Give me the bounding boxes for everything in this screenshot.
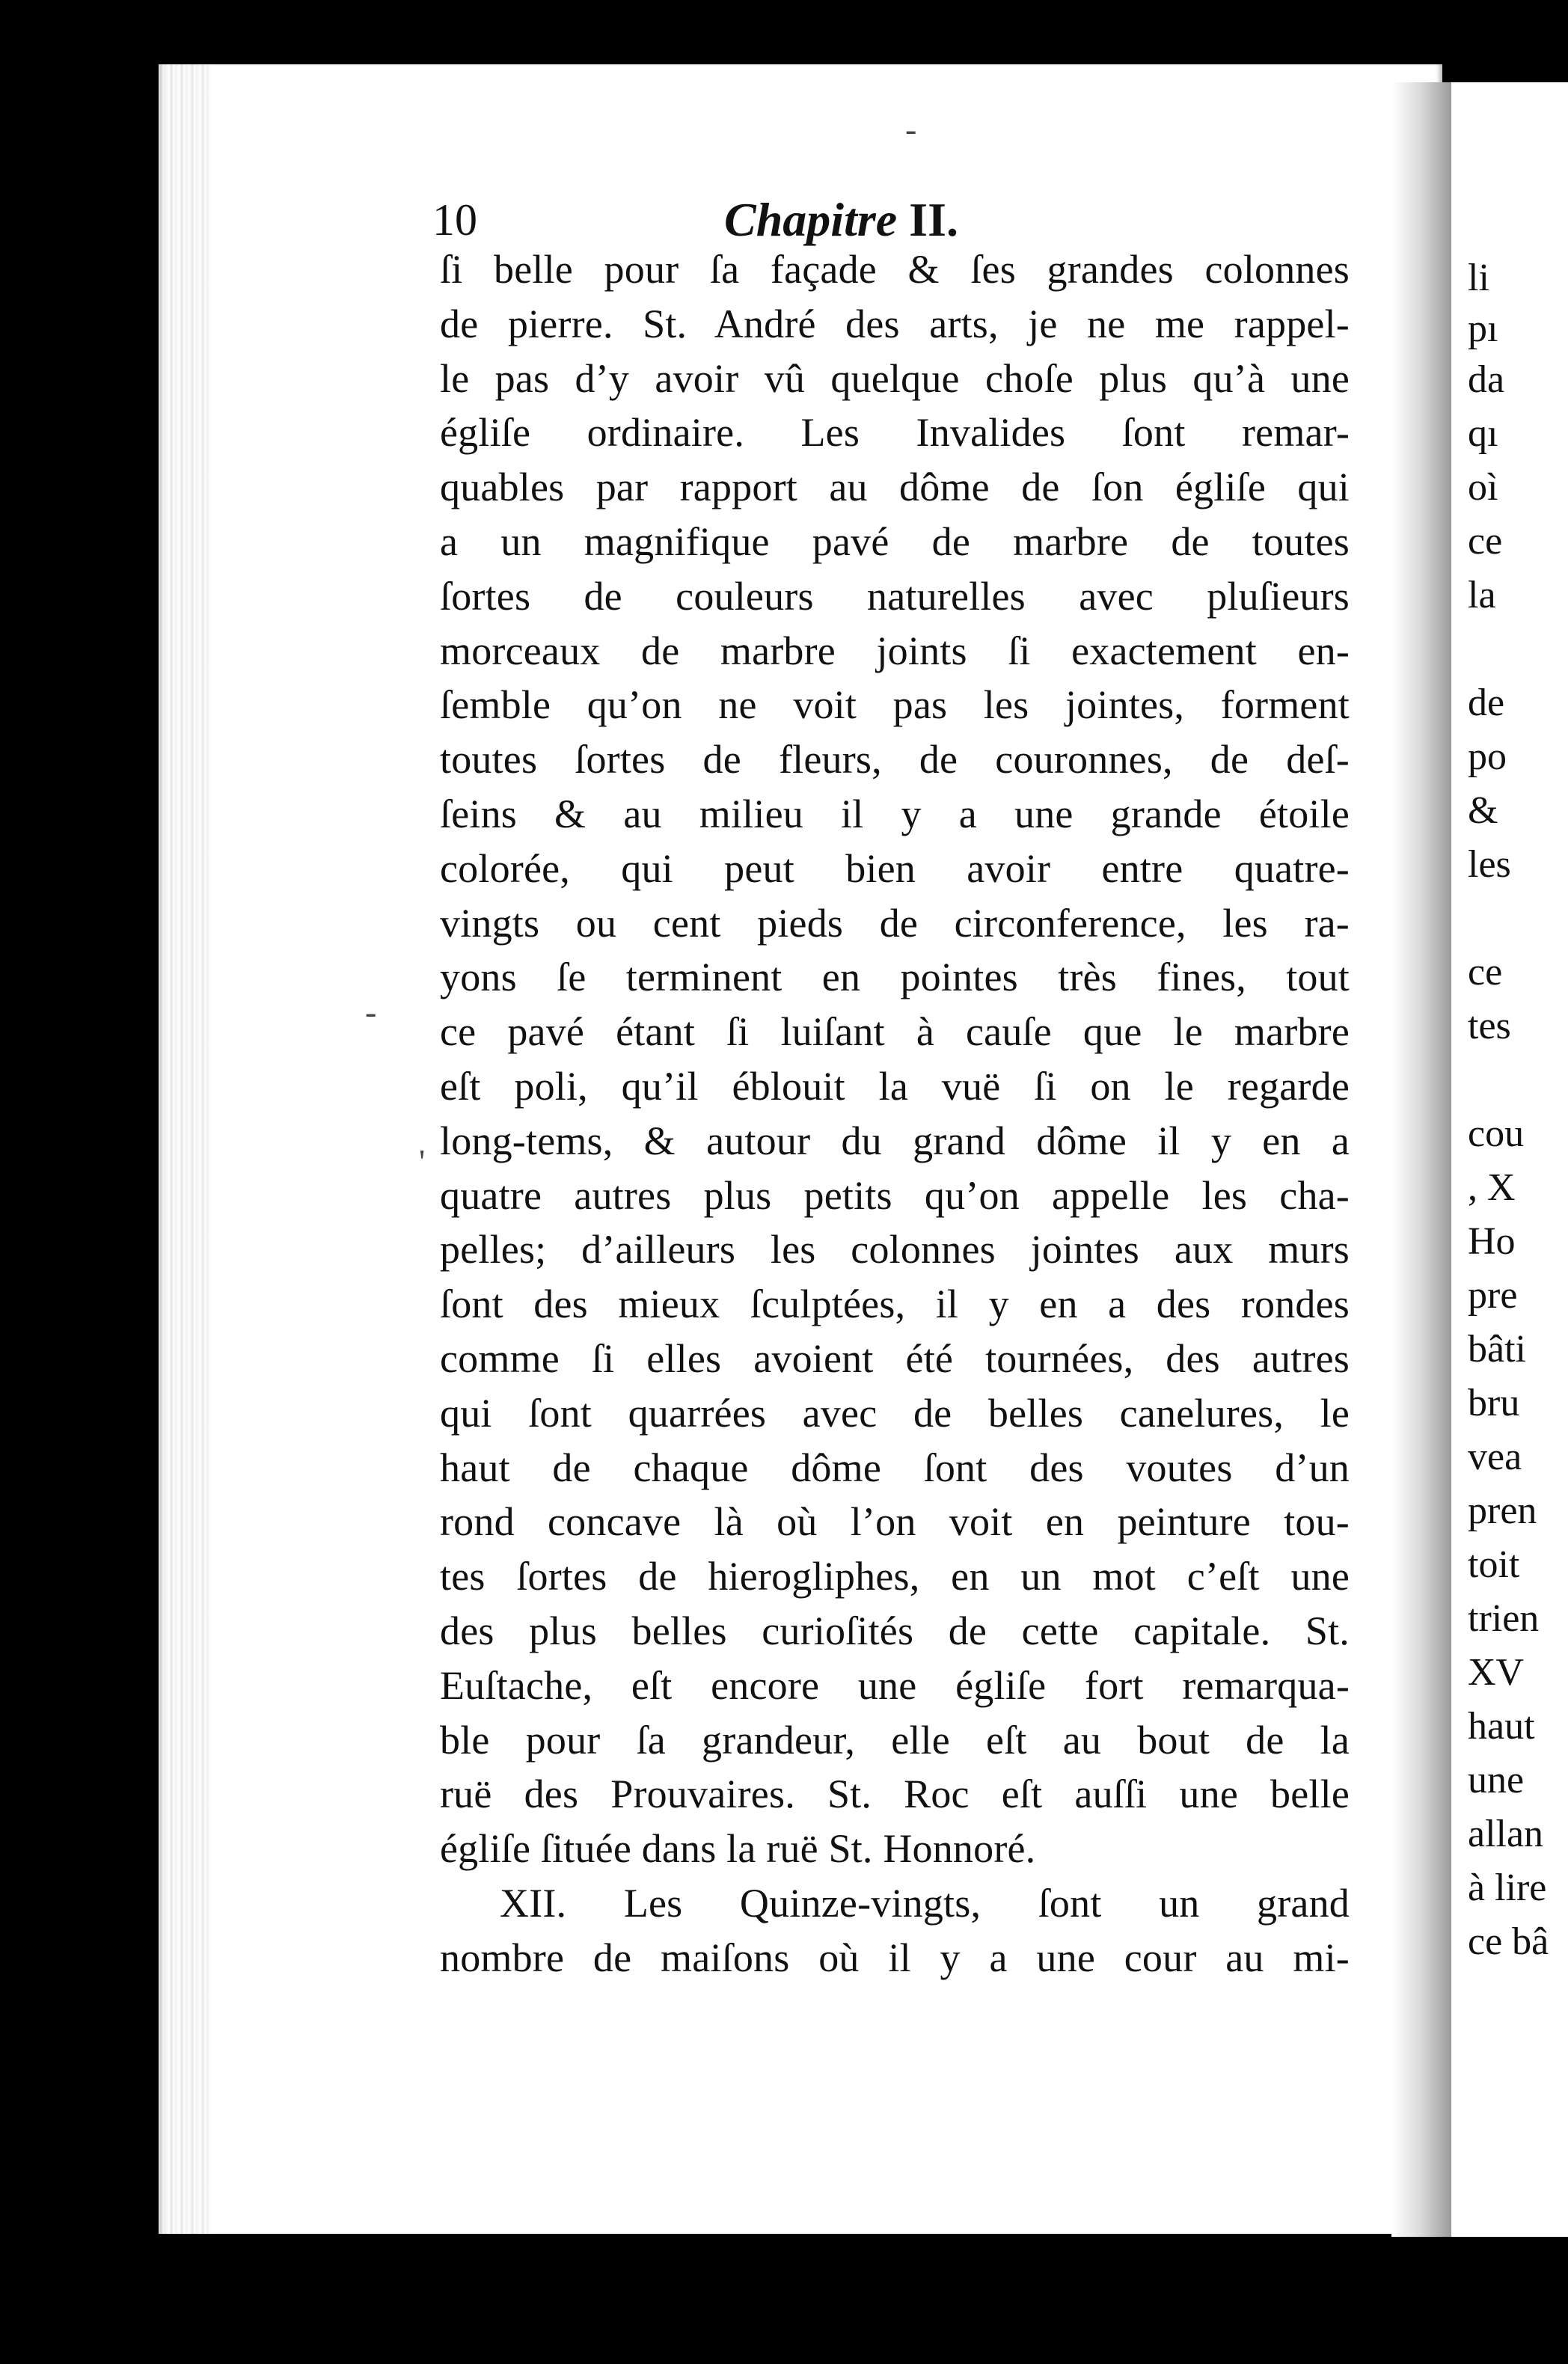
facing-line: bâti <box>1468 1328 1526 1371</box>
facing-line: , X <box>1468 1166 1516 1209</box>
text-line: toutes ſortes de fleurs, de couronnes, de deſ- <box>440 737 1350 783</box>
facing-line: oì <box>1468 466 1498 509</box>
facing-line: ce bâ <box>1468 1920 1549 1963</box>
facing-line: pren <box>1468 1489 1537 1532</box>
text-line: pelles; d’ailleurs les colonnes jointes aux murs <box>440 1227 1350 1273</box>
facing-line: de <box>1468 682 1505 724</box>
body-text <box>440 242 1350 1985</box>
text-line: tes ſortes de hierogliphes, en un mot c’eſt une <box>440 1554 1350 1599</box>
text-line: le pas d’y avoir vû quelque choſe plus qu’à une <box>440 355 1350 401</box>
facing-line: à lire <box>1468 1867 1547 1909</box>
margin-mark: ' <box>419 1142 426 1181</box>
page-number: 10 <box>432 195 477 245</box>
facing-line: haut <box>1468 1705 1535 1748</box>
text-line: de pierre. St. André des arts, je ne me rappel- <box>440 301 1350 346</box>
text-line: quables par rapport au dôme de ſon égliſe qui <box>440 465 1350 510</box>
text-line: qui ſont quarrées avec de belles canelures, le <box>440 1390 1350 1436</box>
chapter-word: Chapitre <box>724 193 898 246</box>
text-line: ſeins & au milieu il y a une grande étoile <box>440 791 1350 836</box>
text-line: vingts ou cent pieds de circonference, les ra- <box>440 900 1350 946</box>
facing-line: allan <box>1468 1813 1544 1855</box>
facing-line: po <box>1468 735 1507 778</box>
facing-line: XV <box>1468 1651 1525 1694</box>
text-line: nombre de maiſons où il y a une cour au mi- <box>440 1935 1350 1980</box>
running-header <box>432 190 1345 250</box>
facing-line: ce <box>1468 951 1503 993</box>
text-line: Euſtache, eſt encore une égliſe fort remarqua- <box>440 1662 1350 1708</box>
chapter-heading <box>724 190 958 250</box>
text-line: ſemble qu’on ne voit pas les jointes, forment <box>440 682 1350 728</box>
facing-line: pı <box>1468 307 1498 350</box>
facing-line: & <box>1468 789 1498 832</box>
text-line: des plus belles curioſités de cette capitale. St. <box>440 1608 1350 1653</box>
text-line: yons ſe terminent en pointes très fines, tout <box>440 955 1350 1000</box>
facing-line: Ho <box>1468 1220 1516 1263</box>
text-line: ſi belle pour ſa façade & ſes grandes colonnes <box>440 247 1350 292</box>
facing-line: li <box>1468 257 1489 299</box>
text-line: comme ſi elles avoient été tournées, des autres <box>440 1335 1350 1381</box>
facing-line: les <box>1468 843 1511 886</box>
page-fold-shadow <box>1391 82 1451 2237</box>
page-gutter <box>159 64 211 2234</box>
text-line: long-tems, & autour du grand dôme il y en a <box>440 1118 1350 1163</box>
text-line: ſortes de couleurs naturelles avec pluſieurs <box>440 573 1350 619</box>
text-line: haut de chaque dôme ſont des voutes d’un <box>440 1445 1350 1490</box>
text-line: a un magnifique pavé de marbre de toutes <box>440 518 1350 564</box>
facing-line: une <box>1468 1759 1525 1801</box>
facing-line: bru <box>1468 1382 1520 1424</box>
text-line: quatre autres plus petits qu’on appelle les cha- <box>440 1172 1350 1218</box>
facing-line: trien <box>1468 1597 1540 1640</box>
facing-page-fragment <box>1451 82 1568 2237</box>
text-line: morceaux de marbre joints ſi exactement en- <box>440 628 1350 673</box>
facing-line: ce <box>1468 520 1503 563</box>
text-line: ruë des Prouvaires. St. Roc eſt auſſi une belle <box>440 1772 1350 1817</box>
facing-line: tes <box>1468 1005 1511 1047</box>
text-line: égliſe ſituée dans la ruë St. Honnoré. <box>440 1826 1036 1872</box>
facing-line: da <box>1468 358 1505 401</box>
facing-line: cou <box>1468 1112 1525 1155</box>
facing-line: pre <box>1468 1274 1518 1317</box>
text-line: ce pavé étant ſi luiſant à cauſe que le marbre <box>440 1009 1350 1055</box>
text-line: ſont des mieux ſculptées, il y en a des rondes <box>440 1281 1350 1327</box>
facing-line: qı <box>1468 412 1498 455</box>
text-line: égliſe ordinaire. Les Invalides ſont remar- <box>440 410 1350 456</box>
text-line: colorée, qui peut bien avoir entre quatre- <box>440 845 1350 891</box>
facing-line: vea <box>1468 1436 1522 1478</box>
text-line: rond concave là où l’on voit en peinture tou- <box>440 1499 1350 1545</box>
margin-mark: - <box>365 993 377 1031</box>
text-line: XII. Les Quinze-vingts, ſont un grand <box>500 1880 1350 1926</box>
margin-mark: - <box>905 110 917 148</box>
text-line: ble pour ſa grandeur, elle eſt au bout de la <box>440 1717 1350 1763</box>
facing-line: la <box>1468 574 1496 616</box>
text-line: eſt poli, qu’il éblouit la vuë ſi on le regarde <box>440 1063 1350 1109</box>
chapter-numeral: II. <box>909 193 958 246</box>
facing-line: toit <box>1468 1543 1520 1586</box>
